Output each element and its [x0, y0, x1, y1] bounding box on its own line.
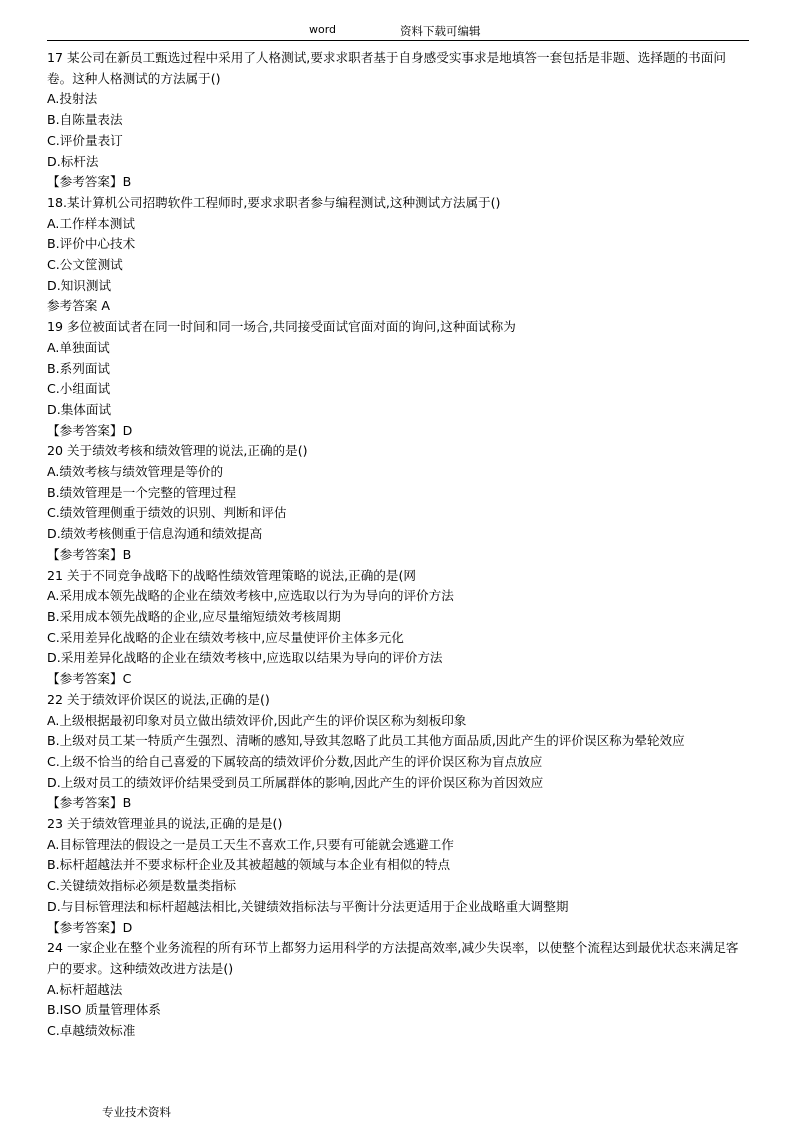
- text-line: 【参考答案】B: [47, 795, 132, 811]
- text-line: C.公文筐测试: [47, 257, 123, 273]
- text-line: C.卓越绩效标准: [47, 1023, 136, 1039]
- text-line: A.工作样本测试: [47, 215, 135, 231]
- page-header: [47, 20, 749, 41]
- text-line: 20 关于绩效考核和绩效管理的说法,正确的是(): [47, 443, 308, 459]
- text-line: A.采用成本领先战略的企业在绩效考核中,应选取以行为为导向的评价方法: [47, 588, 454, 604]
- text-line: A.目标管理法的假设之一是员工天生不喜欢工作,只要有可能就会逃避工作: [47, 836, 454, 852]
- text-line: 【参考答案】C: [47, 671, 132, 687]
- header-left-text: word: [309, 23, 337, 36]
- text-line: D.与目标管理法和标杆超越法相比,关键绩效指标法与平衡计分法更适用于企业战略重大调整期: [47, 898, 569, 914]
- text-line: C.上级不恰当的给自己喜爱的下属较高的绩效评价分数,因此产生的评价误区称为盲点放应: [47, 753, 543, 769]
- text-line: C.采用差异化战略的企业在绩效考核中,应尽量使评价主体多元化: [47, 629, 404, 645]
- text-line: B.ISO 质量管理体系: [47, 1002, 161, 1018]
- text-line: B.标杆超越法并不要求标杆企业及其被超越的领域与本企业有相似的特点: [47, 857, 451, 873]
- text-line: A.绩效考核与绩效管理是等价的: [47, 464, 224, 480]
- text-line: 【参考答案】B: [47, 546, 132, 562]
- text-line: B.绩效管理是一个完整的管理过程: [47, 484, 236, 500]
- text-line: 24 一家企业在整个业务流程的所有环节上都努力运用科学的方法提高效率,减少失误率，以使整个流程达到最优状态来满足客户的要求。这种绩效改进方法是(): [47, 940, 739, 976]
- text-line: C.小组面试: [47, 381, 111, 397]
- document-body: [47, 48, 749, 1042]
- text-line: D.采用差异化战略的企业在绩效考核中,应选取以结果为导向的评价方法: [47, 650, 443, 666]
- text-line: A.投射法: [47, 91, 98, 107]
- page-footer: 专业技术资料: [102, 1105, 171, 1119]
- text-line: D.上级对员工的绩效评价结果受到员工所属群体的影响,因此产生的评价误区称为首因效应: [47, 774, 544, 790]
- text-line: B.系列面试: [47, 360, 111, 376]
- text-line: 【参考答案】D: [47, 422, 133, 438]
- text-line: B.上级对员工某一特质产生强烈、清晰的感知,导致其忽略了此员工其他方面品质,因此产生的评价误区称为晕轮效应: [47, 733, 685, 749]
- text-line: C.绩效管理侧重于绩效的识别、判断和评估: [47, 505, 287, 521]
- text-line: D.知识测试: [47, 277, 112, 293]
- text-line: 【参考答案】B: [47, 174, 132, 190]
- text-line: B.自陈量表法: [47, 112, 123, 128]
- text-line: 参考答案 A: [47, 298, 110, 314]
- text-line: A.单独面试: [47, 339, 110, 355]
- text-line: D.集体面试: [47, 401, 112, 417]
- text-line: C.评价量表订: [47, 132, 123, 148]
- text-line: 22 关于绩效评价误区的说法,正确的是(): [47, 691, 270, 707]
- text-line: B.采用成本领先战略的企业,应尽量缩短绩效考核周期: [47, 608, 341, 624]
- text-line: D.标杆法: [47, 153, 99, 169]
- header-right-text: 资料下载可编辑: [400, 24, 481, 38]
- text-line: B.评价中心技术: [47, 236, 136, 252]
- text-line: 18.某计算机公司招聘软件工程师时,要求求职者参与编程测试,这种测试方法属于(): [47, 194, 501, 210]
- text-line: 23 关于绩效管理並具的说法,正确的是是(): [47, 816, 283, 832]
- text-line: D.绩效考核侧重于信息沟通和绩效提高: [47, 526, 263, 542]
- text-line: 19 多位被面试者在同一时间和同一场合,共同接受面试官面对面的询问,这种面试称为: [47, 319, 516, 335]
- text-line: 21 关于不同竞争战略下的战略性绩效管理策略的说法,正确的是(网: [47, 567, 416, 583]
- text-line: 【参考答案】D: [47, 919, 133, 935]
- text-line: A.标杆超越法: [47, 981, 123, 997]
- text-line: 17 某公司在新员工甄选过程中采用了人格测试,要求求职者基于自身感受实事求是地填答一套包括是非题、选择题的书面问卷。这种人格测试的方法属于(): [47, 50, 726, 86]
- text-line: C.关键绩效指标必须是数量类指标: [47, 878, 237, 894]
- text-line: A.上级根据最初印象对员立做出绩效评价,因此产生的评价误区称为刻板印象: [47, 712, 467, 728]
